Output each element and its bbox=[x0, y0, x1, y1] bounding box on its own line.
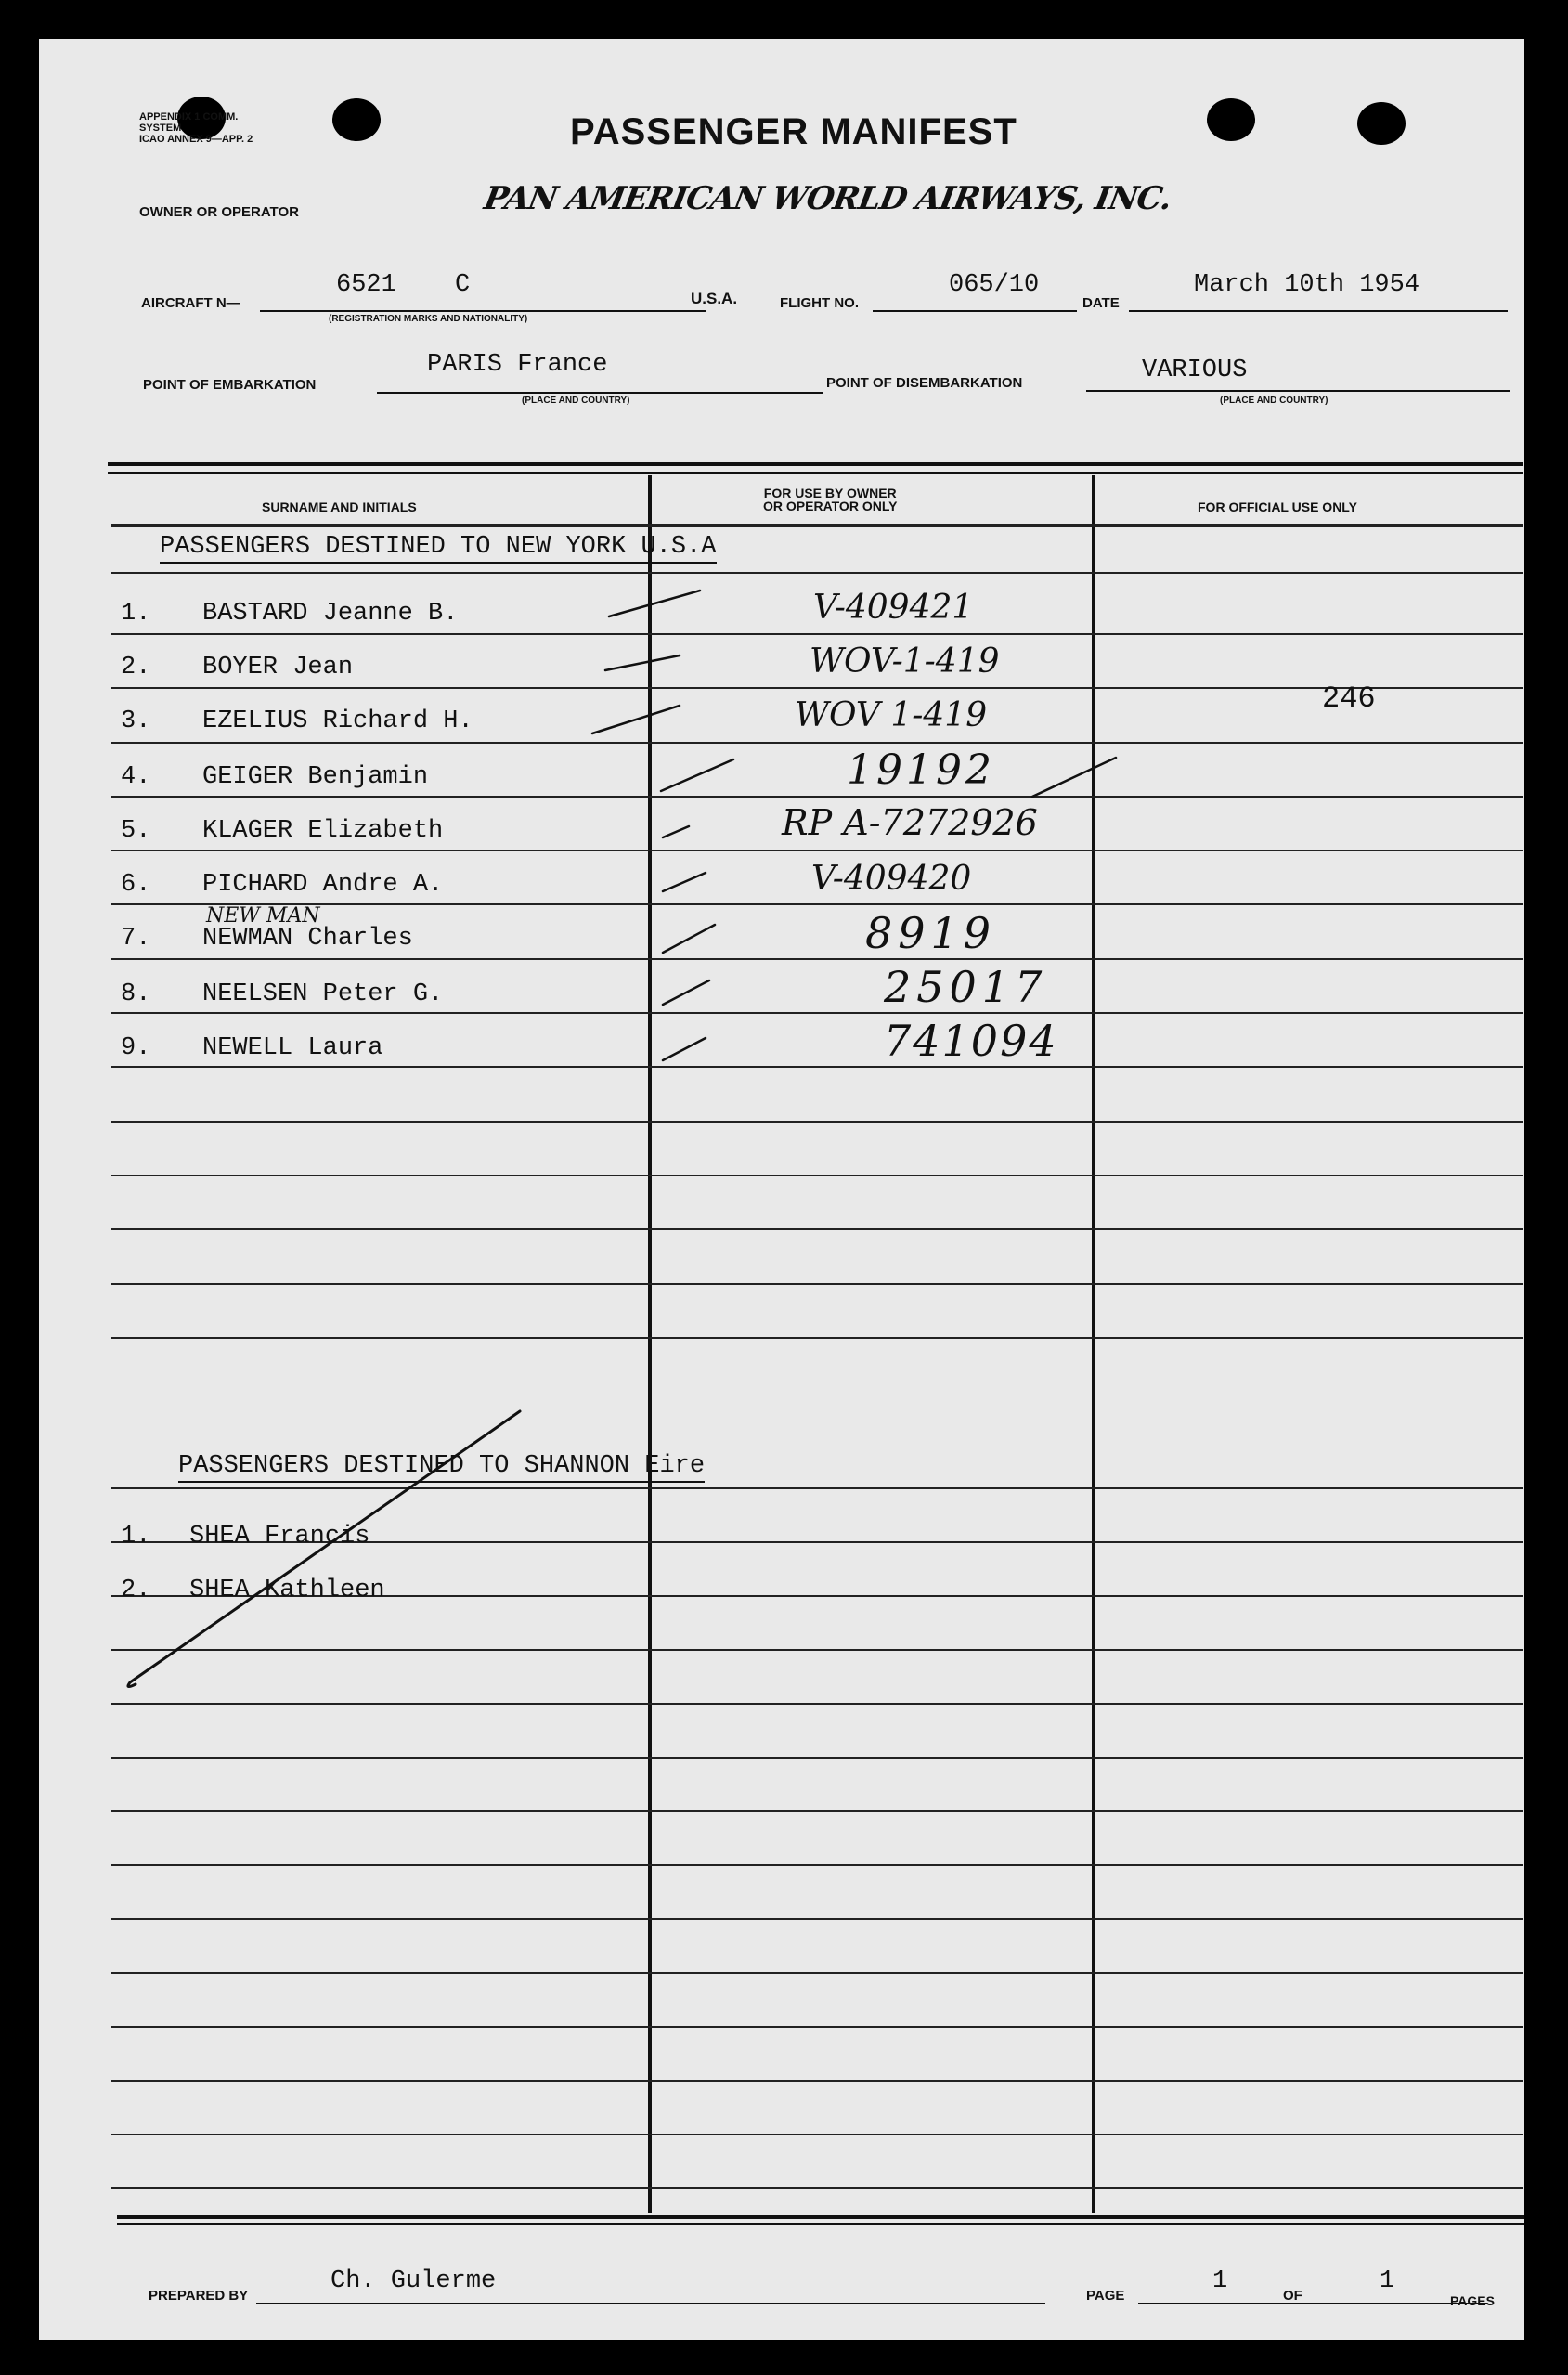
aircraft-label: AIRCRAFT N— bbox=[141, 295, 240, 311]
pages-label: PAGES bbox=[1450, 2293, 1495, 2308]
check-mark bbox=[1032, 758, 1116, 797]
embarkation-caption: (PLACE AND COUNTRY) bbox=[522, 396, 630, 406]
passenger-row-number: 7. bbox=[121, 925, 151, 953]
flight-number: 065/10 bbox=[949, 271, 1040, 299]
strike-through bbox=[128, 1411, 520, 1687]
disembarkation-caption: (PLACE AND COUNTRY) bbox=[1220, 396, 1328, 406]
document-title: PASSENGER MANIFEST bbox=[570, 111, 1017, 152]
passenger-document: WOV 1-419 bbox=[795, 696, 988, 734]
passenger-row-number: 8. bbox=[121, 980, 151, 1008]
passenger-row-number: 9. bbox=[121, 1034, 151, 1062]
passenger-document: RP A-7272926 bbox=[782, 802, 1038, 843]
check-mark bbox=[609, 591, 700, 616]
passenger-name: PICHARD Andre A. bbox=[202, 871, 444, 899]
flight-label: FLIGHT NO. bbox=[780, 295, 859, 311]
passenger-row-number: 1. bbox=[121, 1523, 151, 1551]
check-mark bbox=[663, 925, 715, 953]
check-mark bbox=[663, 873, 706, 891]
passenger-document: WOV-1-419 bbox=[810, 642, 1000, 681]
disembarkation-label: POINT OF DISEMBARKATION bbox=[826, 375, 1023, 391]
embarkation-label: POINT OF EMBARKATION bbox=[143, 377, 317, 393]
of-label: OF bbox=[1283, 2288, 1302, 2304]
aircraft-caption: (REGISTRATION MARKS AND NATIONALITY) bbox=[329, 314, 528, 324]
passenger-name: KLAGER Elizabeth bbox=[202, 817, 444, 845]
aircraft-suffix: C bbox=[455, 271, 471, 299]
check-mark bbox=[592, 706, 680, 733]
column-header-names: SURNAME AND INITIALS bbox=[262, 500, 417, 514]
aircraft-registration: 6521 bbox=[336, 271, 396, 299]
handwritten-marks bbox=[39, 39, 1524, 2340]
passenger-row-number: 2. bbox=[121, 1577, 151, 1604]
passenger-name: SHEA Kathleen bbox=[189, 1577, 385, 1604]
check-mark bbox=[663, 1038, 706, 1060]
form-reference: APPENDIX 1 COMM. SYSTEM ICAO ANNEX 9—APP. 2 bbox=[139, 111, 253, 145]
disembarkation-value: VARIOUS bbox=[1142, 357, 1248, 384]
prepared-by-underline bbox=[256, 2303, 1045, 2304]
passenger-row-number: 1. bbox=[121, 600, 151, 628]
check-mark bbox=[663, 826, 689, 837]
operator-label: OWNER OR OPERATOR bbox=[139, 204, 299, 220]
passenger-row-number: 2. bbox=[121, 654, 151, 681]
page-number: 1 bbox=[1212, 2267, 1228, 2295]
passenger-name: NEWMAN Charles bbox=[202, 925, 413, 953]
passenger-name: NEELSEN Peter G. bbox=[202, 980, 444, 1008]
page-total: 1 bbox=[1380, 2267, 1395, 2295]
embarkation-value: PARIS France bbox=[427, 351, 608, 379]
passenger-name: EZELIUS Richard H. bbox=[202, 707, 473, 735]
operator-name: PAN AMERICAN WORLD AIRWAYS, INC. bbox=[481, 180, 1174, 217]
passenger-document: V-409420 bbox=[811, 860, 972, 898]
check-mark bbox=[661, 759, 733, 791]
group-heading-new-york: PASSENGERS DESTINED TO NEW YORK U.S.A bbox=[160, 533, 717, 564]
passenger-name: SHEA Francis bbox=[189, 1523, 370, 1551]
prepared-by-label: PREPARED BY bbox=[149, 2288, 249, 2304]
passenger-row-number: 3. bbox=[121, 707, 151, 735]
column-header-official: FOR OFFICIAL USE ONLY bbox=[1198, 500, 1357, 514]
passenger-name: BOYER Jean bbox=[202, 654, 354, 681]
passenger-name: BASTARD Jeanne B. bbox=[202, 600, 459, 628]
passenger-document: V-409421 bbox=[813, 589, 974, 627]
check-mark bbox=[605, 655, 680, 670]
passenger-row-number: 6. bbox=[121, 871, 151, 899]
column-header-owner: FOR USE BY OWNER OR OPERATOR ONLY bbox=[763, 486, 898, 513]
official-use-note: 246 bbox=[1322, 681, 1376, 716]
passenger-document: 19192 bbox=[847, 746, 995, 794]
passenger-document: 25017 bbox=[884, 962, 1048, 1012]
passenger-name: GEIGER Benjamin bbox=[202, 763, 429, 791]
check-mark bbox=[663, 980, 709, 1005]
passenger-row-number: 5. bbox=[121, 817, 151, 845]
prepared-by-name: Ch. Gulerme bbox=[330, 2267, 497, 2295]
date-label: DATE bbox=[1082, 295, 1120, 311]
manifest-sheet bbox=[39, 39, 1524, 2340]
group-heading-shannon: PASSENGERS DESTINED TO SHANNON Eire bbox=[178, 1452, 705, 1483]
nationality: U.S.A. bbox=[691, 290, 738, 307]
flight-date: March 10th 1954 bbox=[1194, 271, 1420, 299]
page-label: PAGE bbox=[1086, 2288, 1125, 2304]
passenger-document: 8919 bbox=[865, 908, 997, 958]
passenger-name-annotation: NEW MAN bbox=[206, 904, 320, 928]
passenger-name: NEWELL Laura bbox=[202, 1034, 383, 1062]
passenger-document: 741094 bbox=[884, 1016, 1058, 1066]
passenger-row-number: 4. bbox=[121, 763, 151, 791]
